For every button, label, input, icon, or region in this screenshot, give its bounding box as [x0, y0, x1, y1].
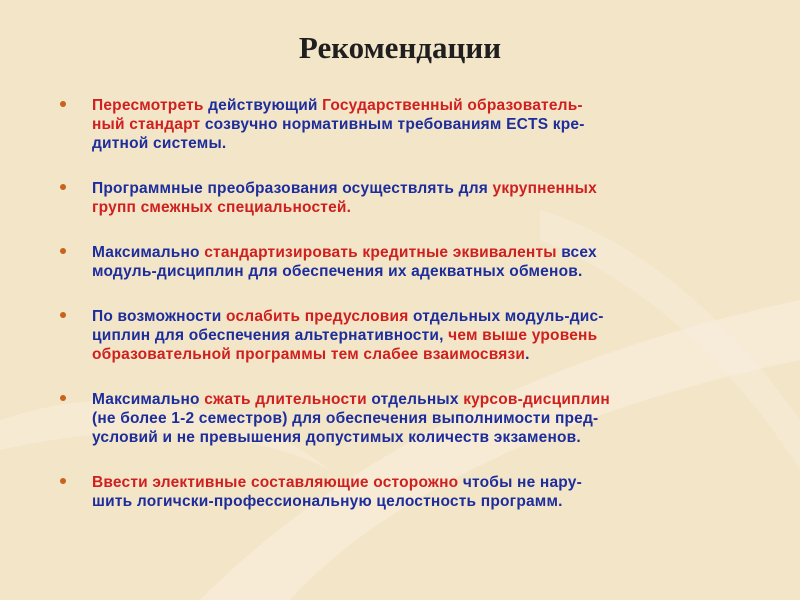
recommendation-line — [92, 409, 750, 428]
highlighted-text: ный стандарт — [92, 116, 201, 133]
body-text: Максимально — [92, 244, 205, 261]
recommendation-line — [92, 492, 750, 511]
highlighted-text: ослабить предусловия — [226, 308, 409, 325]
body-text: . — [525, 346, 530, 363]
highlighted-text: чем выше уровень — [448, 327, 598, 344]
recommendation-line — [92, 96, 750, 115]
body-text: действующий — [203, 97, 323, 114]
recommendation-item — [60, 307, 750, 364]
highlighted-text: сжать длительности — [204, 391, 367, 408]
highlighted-text: групп смежных специальностей. — [92, 199, 352, 216]
body-text: модуль-дисциплин для обеспечения их адекватных обменов. — [92, 263, 583, 280]
recommendation-line — [92, 179, 750, 198]
recommendation-item — [60, 473, 750, 511]
body-text: отдельных модуль-дис- — [408, 308, 604, 325]
body-text: Программные преобразования осуществлять для — [92, 180, 493, 197]
highlighted-text: курсов-дисциплин — [463, 391, 610, 408]
recommendation-line — [92, 473, 750, 492]
bullet-icon — [60, 184, 66, 190]
body-text: условий и не превышения допустимых количеств экзаменов. — [92, 429, 581, 446]
bullet-icon — [60, 395, 66, 401]
recommendation-item — [60, 179, 750, 217]
highlighted-text: стандартизировать кредитные эквиваленты — [204, 244, 557, 261]
recommendation-line — [92, 262, 750, 281]
body-text: По возможности — [92, 308, 227, 325]
bullet-icon — [60, 248, 66, 254]
bullet-icon — [60, 312, 66, 318]
recommendation-line — [92, 326, 750, 345]
recommendation-line — [92, 345, 750, 364]
highlighted-text: укрупненных — [492, 180, 597, 197]
body-text: циплин для обеспечения альтернативности, — [92, 327, 449, 344]
highlighted-text: Пересмотреть — [92, 97, 204, 114]
recommendation-item — [60, 390, 750, 447]
body-text: шить логичски-профессиональную целостность программ. — [92, 493, 563, 510]
recommendation-line — [92, 390, 750, 409]
body-text: Максимально — [92, 391, 205, 408]
body-text: (не более 1-2 семестров) для обеспечения выполнимости пред- — [92, 410, 599, 427]
recommendation-line — [92, 307, 750, 326]
highlighted-text: Государственный образователь- — [322, 97, 583, 114]
slide-title: Рекомендации — [298, 30, 502, 65]
body-text: дитной системы. — [92, 135, 227, 152]
recommendation-line — [92, 198, 750, 217]
highlighted-text: образовательной программы тем слабее взаимосвязи — [92, 346, 526, 363]
recommendation-line — [92, 243, 750, 262]
highlighted-text: Ввести элективные составляющие осторожно — [92, 474, 459, 491]
bullet-icon — [60, 101, 66, 107]
bullet-icon — [60, 478, 66, 484]
recommendations-list — [60, 96, 750, 537]
body-text: созвучно нормативным требованиям ECTS кре- — [200, 116, 585, 133]
body-text: отдельных — [366, 391, 464, 408]
body-text: всех — [556, 244, 597, 261]
recommendation-line — [92, 115, 750, 134]
recommendation-item — [60, 243, 750, 281]
recommendation-line — [92, 134, 750, 153]
recommendation-item — [60, 96, 750, 153]
body-text: чтобы не нару- — [458, 474, 582, 491]
recommendation-line — [92, 428, 750, 447]
